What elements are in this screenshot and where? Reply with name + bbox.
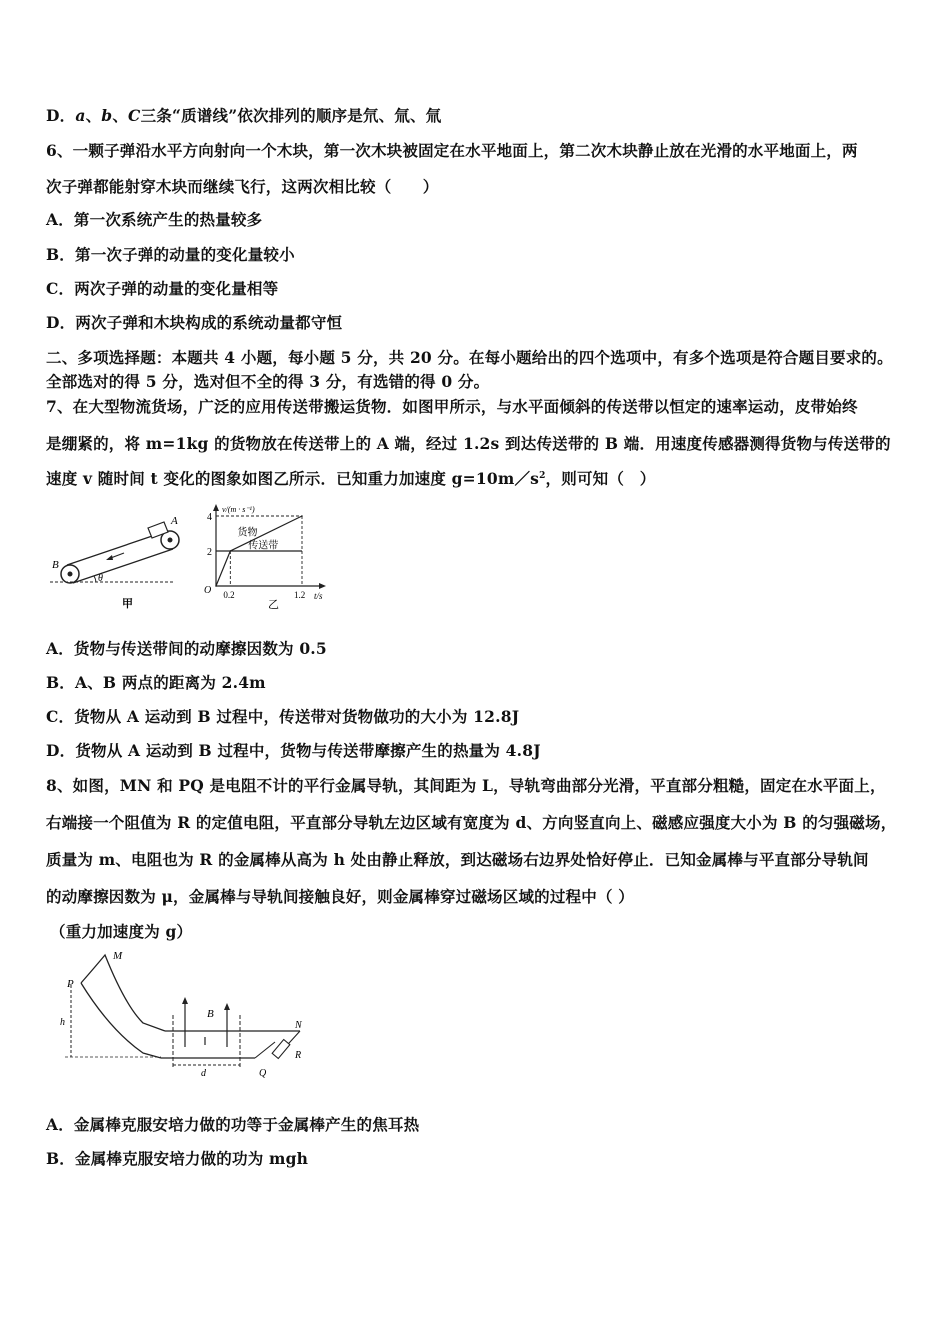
q6-option-c: C．两次子弹的动量的变化量相等 <box>46 279 279 298</box>
q8-fig-label-d: d <box>201 1068 206 1079</box>
q5-option-d: D．a、b、C三条“质谱线”依次排列的顺序是氘、氚、氚 <box>46 106 442 125</box>
q8-fig-label-h: h <box>60 1017 65 1028</box>
q8-fig-label-n: N <box>295 1020 302 1031</box>
q7-fig-label-b: B <box>52 559 59 571</box>
q8-stem-line3: 质量为 m、电阻也为 R 的金属棒从高为 h 处由静止释放，到达磁场右边界处恰好停止．已知金属棒与平直部分导轨间 <box>46 850 869 869</box>
chart-caption-yi: 乙 <box>268 599 279 611</box>
chart-tick-x12: 1.2 <box>294 590 306 600</box>
chart-tick-y4: 4 <box>207 512 212 523</box>
q8-option-b: B．金属棒克服安培力做的功为 mgh <box>46 1149 309 1168</box>
q7-figure-jia <box>50 512 185 612</box>
q8-stem-line2: 右端接一个阻值为 R 的定值电阻，平直部分导轨左边区域有宽度为 d、方向竖直向上、磁感应强度大小为 B 的匀强磁场， <box>46 813 897 832</box>
q6-stem-line2: 次子弹都能射穿木块而继续飞行，这两次相比较（ ） <box>46 177 439 196</box>
q8-fig-label-q: Q <box>259 1068 267 1079</box>
chart-tick-y2: 2 <box>207 547 212 558</box>
chart-point-goods-0 <box>215 585 217 587</box>
q6-stem-line1: 6、一颗子弹沿水平方向射向一个木块，第一次木块被固定在水平地面上，第二次木块静止放在光滑的水平地面上，两 <box>46 141 858 160</box>
q7-stem-line1: 7、在大型物流货场，广泛的应用传送带搬运货物．如图甲所示，与水平面倾斜的传送带以恒定的速率运动，皮带始终 <box>46 397 858 416</box>
chart-tick-x02: 0.2 <box>223 590 235 600</box>
chart-legend-goods: 货物 <box>237 527 258 539</box>
q7-option-b: B．A、B 两点的距离为 2.4m <box>46 673 266 692</box>
q7-stem-line3: 速度 v 随时间 t 变化的图象如图乙所示．已知重力加速度 $g=10m/s^2$，则可知（ ） <box>46 469 656 488</box>
chart-y-axis-label: v/(m · s⁻¹) <box>222 505 255 514</box>
chart-x-axis-label: t/s <box>314 591 323 601</box>
q8-stem-line4: 的动摩擦因数为 μ，金属棒与导轨间接触良好，则金属棒穿过磁场区域的过程中（ ） <box>46 887 634 906</box>
q6-option-b: B．第一次子弹的动量的变化量较小 <box>46 245 295 264</box>
q7-fig-caption-jia: 甲 <box>122 598 133 610</box>
q7-option-d: D．货物从 A 运动到 B 过程中，货物与传送带摩擦产生的热量为 4.8J <box>46 741 541 760</box>
chart-point-goods-1 <box>230 550 232 552</box>
chart-legend-belt: 传送带 <box>248 540 279 552</box>
q7-stem-line2: 是绷紧的，将 m=1kg 的货物放在传送带上的 A 端，经过 1.2s 到达传送带的 B 端．用速度传感器测得货物与传送带的 <box>46 434 891 453</box>
q8-option-a: A．金属棒克服安培力做的功等于金属棒产生的焦耳热 <box>46 1115 420 1134</box>
q7-option-a: A．货物与传送带间的动摩擦因数为 0.5 <box>46 639 327 658</box>
q8-fig-label-m: M <box>113 950 123 962</box>
q6-option-d: D．两次子弹和木块构成的系统动量都守恒 <box>46 313 343 332</box>
q7-option-c: C．货物从 A 运动到 B 过程中，传送带对货物做功的大小为 12.8J <box>46 707 520 726</box>
q7-figure-yi-chart <box>198 500 348 615</box>
q8-fig-label-p: P <box>67 978 74 990</box>
q7-fig-label-theta: θ <box>98 573 103 584</box>
q8-fig-label-r: R <box>295 1050 302 1061</box>
chart-point-goods-2 <box>301 515 303 517</box>
q8-stem-line5: （重力加速度为 g） <box>50 922 193 941</box>
chart-origin: O <box>204 585 212 596</box>
q8-fig-label-b: B <box>207 1008 214 1020</box>
section2-heading-line1: 二、多项选择题：本题共 4 小题，每小题 5 分，共 20 分。在每小题给出的四个选项中，有多个选项是符合题目要求的。 <box>46 348 893 367</box>
q6-option-a: A．第一次系统产生的热量较多 <box>46 210 263 229</box>
q8-figure-rails <box>55 945 325 1090</box>
q8-stem-line1: 8、如图，MN 和 PQ 是电阻不计的平行金属导轨，其间距为 L，导轨弯曲部分光滑，平直部分粗糙，固定在水平面上， <box>46 776 886 795</box>
q7-fig-label-a: A <box>171 515 178 527</box>
section2-heading-line2: 全部选对的得 5 分，选对但不全的得 3 分，有选错的得 0 分。 <box>46 372 490 391</box>
